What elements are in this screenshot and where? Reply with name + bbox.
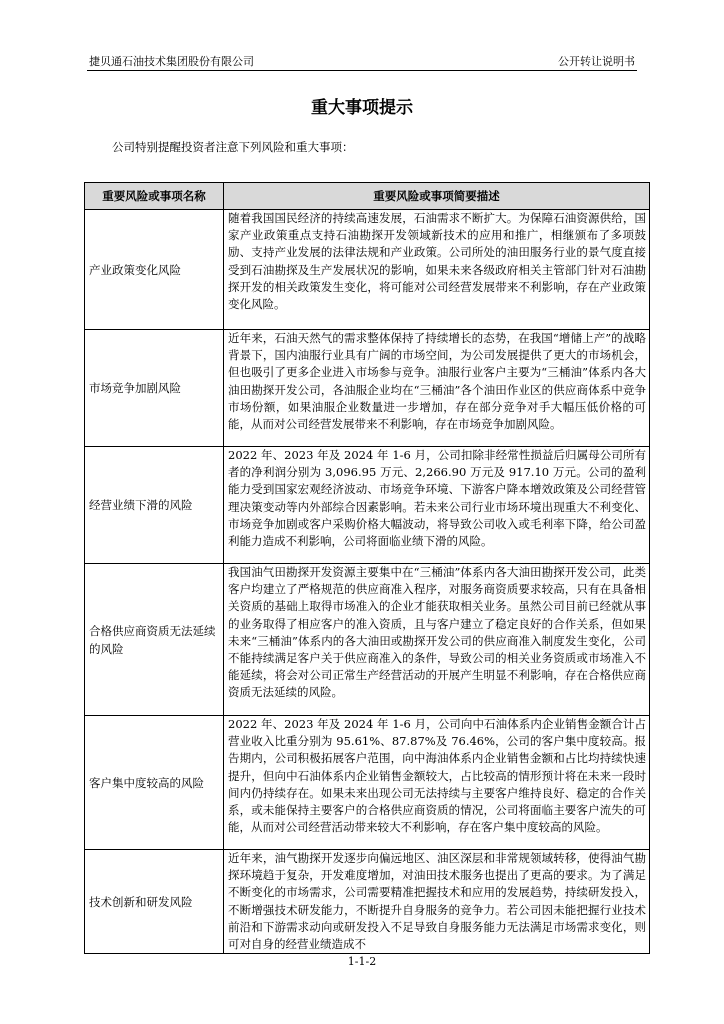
table-row bbox=[85, 564, 650, 716]
risk-table bbox=[84, 182, 650, 954]
risk-description: 随着我国国民经济的持续高速发展，石油需求不断扩大。为保障石油资源供给，国家产业政策重点支持石油勘探开发领域新技术的应用和推广，相继颁布了多项鼓励、支持产业发展的法律法规和产业政策。公司所处的油田服务行业的景气度直接受到石油勘探及生产发展状况的影响，如果未来各级政府相关主管部门针对石油勘探开发的相关政策发生变化，将可能对公司经营发展带来不利影响，存在产业政策变化风险。 bbox=[224, 210, 650, 330]
risk-description: 2022 年、2023 年及 2024 年 1-6 月，公司扣除非经常性损益后归属母公司所有者的净利润分别为 3,096.95 万元、2,266.90 万元及 917.10 万元。公司的盈利能力受到国家宏观经济波动、市场竞争环境、下游客户降本增效政策及公司经营管理决策变动等内外部综合因素影响。若未来公司行业市场环境出现重大不利变化、市场竞争加剧或客户采购价格大幅波动，将导致公司收入或毛利率下降，给公司盈利能力造成不利影响，公司将面临业绩下滑的风险。 bbox=[224, 447, 650, 564]
risk-name: 客户集中度较高的风险 bbox=[85, 716, 224, 850]
risk-name: 产业政策变化风险 bbox=[85, 210, 224, 330]
page-title: 重大事项提示 bbox=[311, 98, 413, 118]
table-row bbox=[85, 210, 650, 330]
table-row bbox=[85, 330, 650, 447]
column-header-risk-name: 重要风险或事项名称 bbox=[85, 183, 224, 210]
table-row bbox=[85, 850, 650, 954]
risk-description: 我国油气田勘探开发资源主要集中在“三桶油”体系内各大油田勘探开发公司，此类客户均建立了严格规范的供应商准入程序，对服务商资质要求较高，只有在具备相关资质的基础上取得市场准入的企业才能获取相关业务。虽然公司目前已经就从事的业务取得了相应客户的准入资质，且与客户建立了稳定良好的合作关系，但如果未来“三桶油”体系内的各大油田或勘探开发公司的供应商准入制度发生变化，公司不能持续满足客户关于供应商准入的条件，导致公司的相关业务资质或市场准入不能延续，将会对公司正常生产经营活动的开展产生明显不利影响，存在合格供应商资质无法延续的风险。 bbox=[224, 564, 650, 716]
table-row bbox=[85, 447, 650, 564]
page-header bbox=[87, 50, 637, 71]
column-header-risk-description: 重要风险或事项简要描述 bbox=[224, 183, 650, 210]
risk-name: 合格供应商资质无法延续的风险 bbox=[85, 564, 224, 716]
risk-description: 近年来，油气勘探开发逐步向偏远地区、油区深层和非常规领域转移，使得油气勘探环境趋于复杂，开发难度增加，对油田技术服务也提出了更高的要求。为了满足不断变化的市场需求，公司需要精准把握技术和应用的发展趋势，持续研发投入，不断增强技术研发能力，不断提升自身服务的竞争力。若公司因未能把握行业技术前沿和下游需求动向或研发投入不足导致自身服务能力无法满足市场需求变化，则可对自身的经营业绩造成不 bbox=[224, 850, 650, 954]
risk-name: 市场竞争加剧风险 bbox=[85, 330, 224, 447]
risk-description: 近年来，石油天然气的需求整体保持了持续增长的态势，在我国“增储上产”的战略背景下，国内油服行业具有广阔的市场空间，为公司发展提供了更大的市场机会，但也吸引了更多企业进入市场参与竞争。油服行业客户主要为“三桶油”体系内各大油田勘探开发公司，各油服企业均在“三桶油”各个油田作业区的供应商体系中竞争市场份额，如果油服企业数量进一步增加，存在部分竞争对手大幅压低价格的可能，从而对公司经营发展带来不利影响，存在市场竞争加剧风险。 bbox=[224, 330, 650, 447]
page-number: 1-1-2 bbox=[347, 955, 377, 968]
header-document-type: 公开转让说明书 bbox=[558, 55, 635, 68]
intro-paragraph: 公司特别提醒投资者注意下列风险和重大事项： bbox=[112, 140, 354, 154]
table-header-row bbox=[85, 183, 650, 210]
risk-description: 2022 年、2023 年及 2024 年 1-6 月，公司向中石油体系内企业销售金额合计占营业收入比重分别为 95.61%、87.87%及 76.46%，公司的客户集中度较高。报告期内，公司积极拓展客户范围，向中海油体系内企业销售金额和占比均持续快速提升，但向中石油体系内企业销售金额较大，占比较高的情形预计将在未来一段时间内仍持续存在。如果未来出现公司无法持续与主要客户维持良好、稳定的合作关系，或未能保持主要客户的合格供应商资质的情况，公司将面临主要客户流失的可能，从而对公司经营活动带来较大不利影响，存在客户集中度较高的风险。 bbox=[224, 716, 650, 850]
risk-name: 经营业绩下滑的风险 bbox=[85, 447, 224, 564]
risk-name: 技术创新和研发风险 bbox=[85, 850, 224, 954]
header-company-name: 捷贝通石油技术集团股份有限公司 bbox=[89, 55, 254, 68]
table-row bbox=[85, 716, 650, 850]
